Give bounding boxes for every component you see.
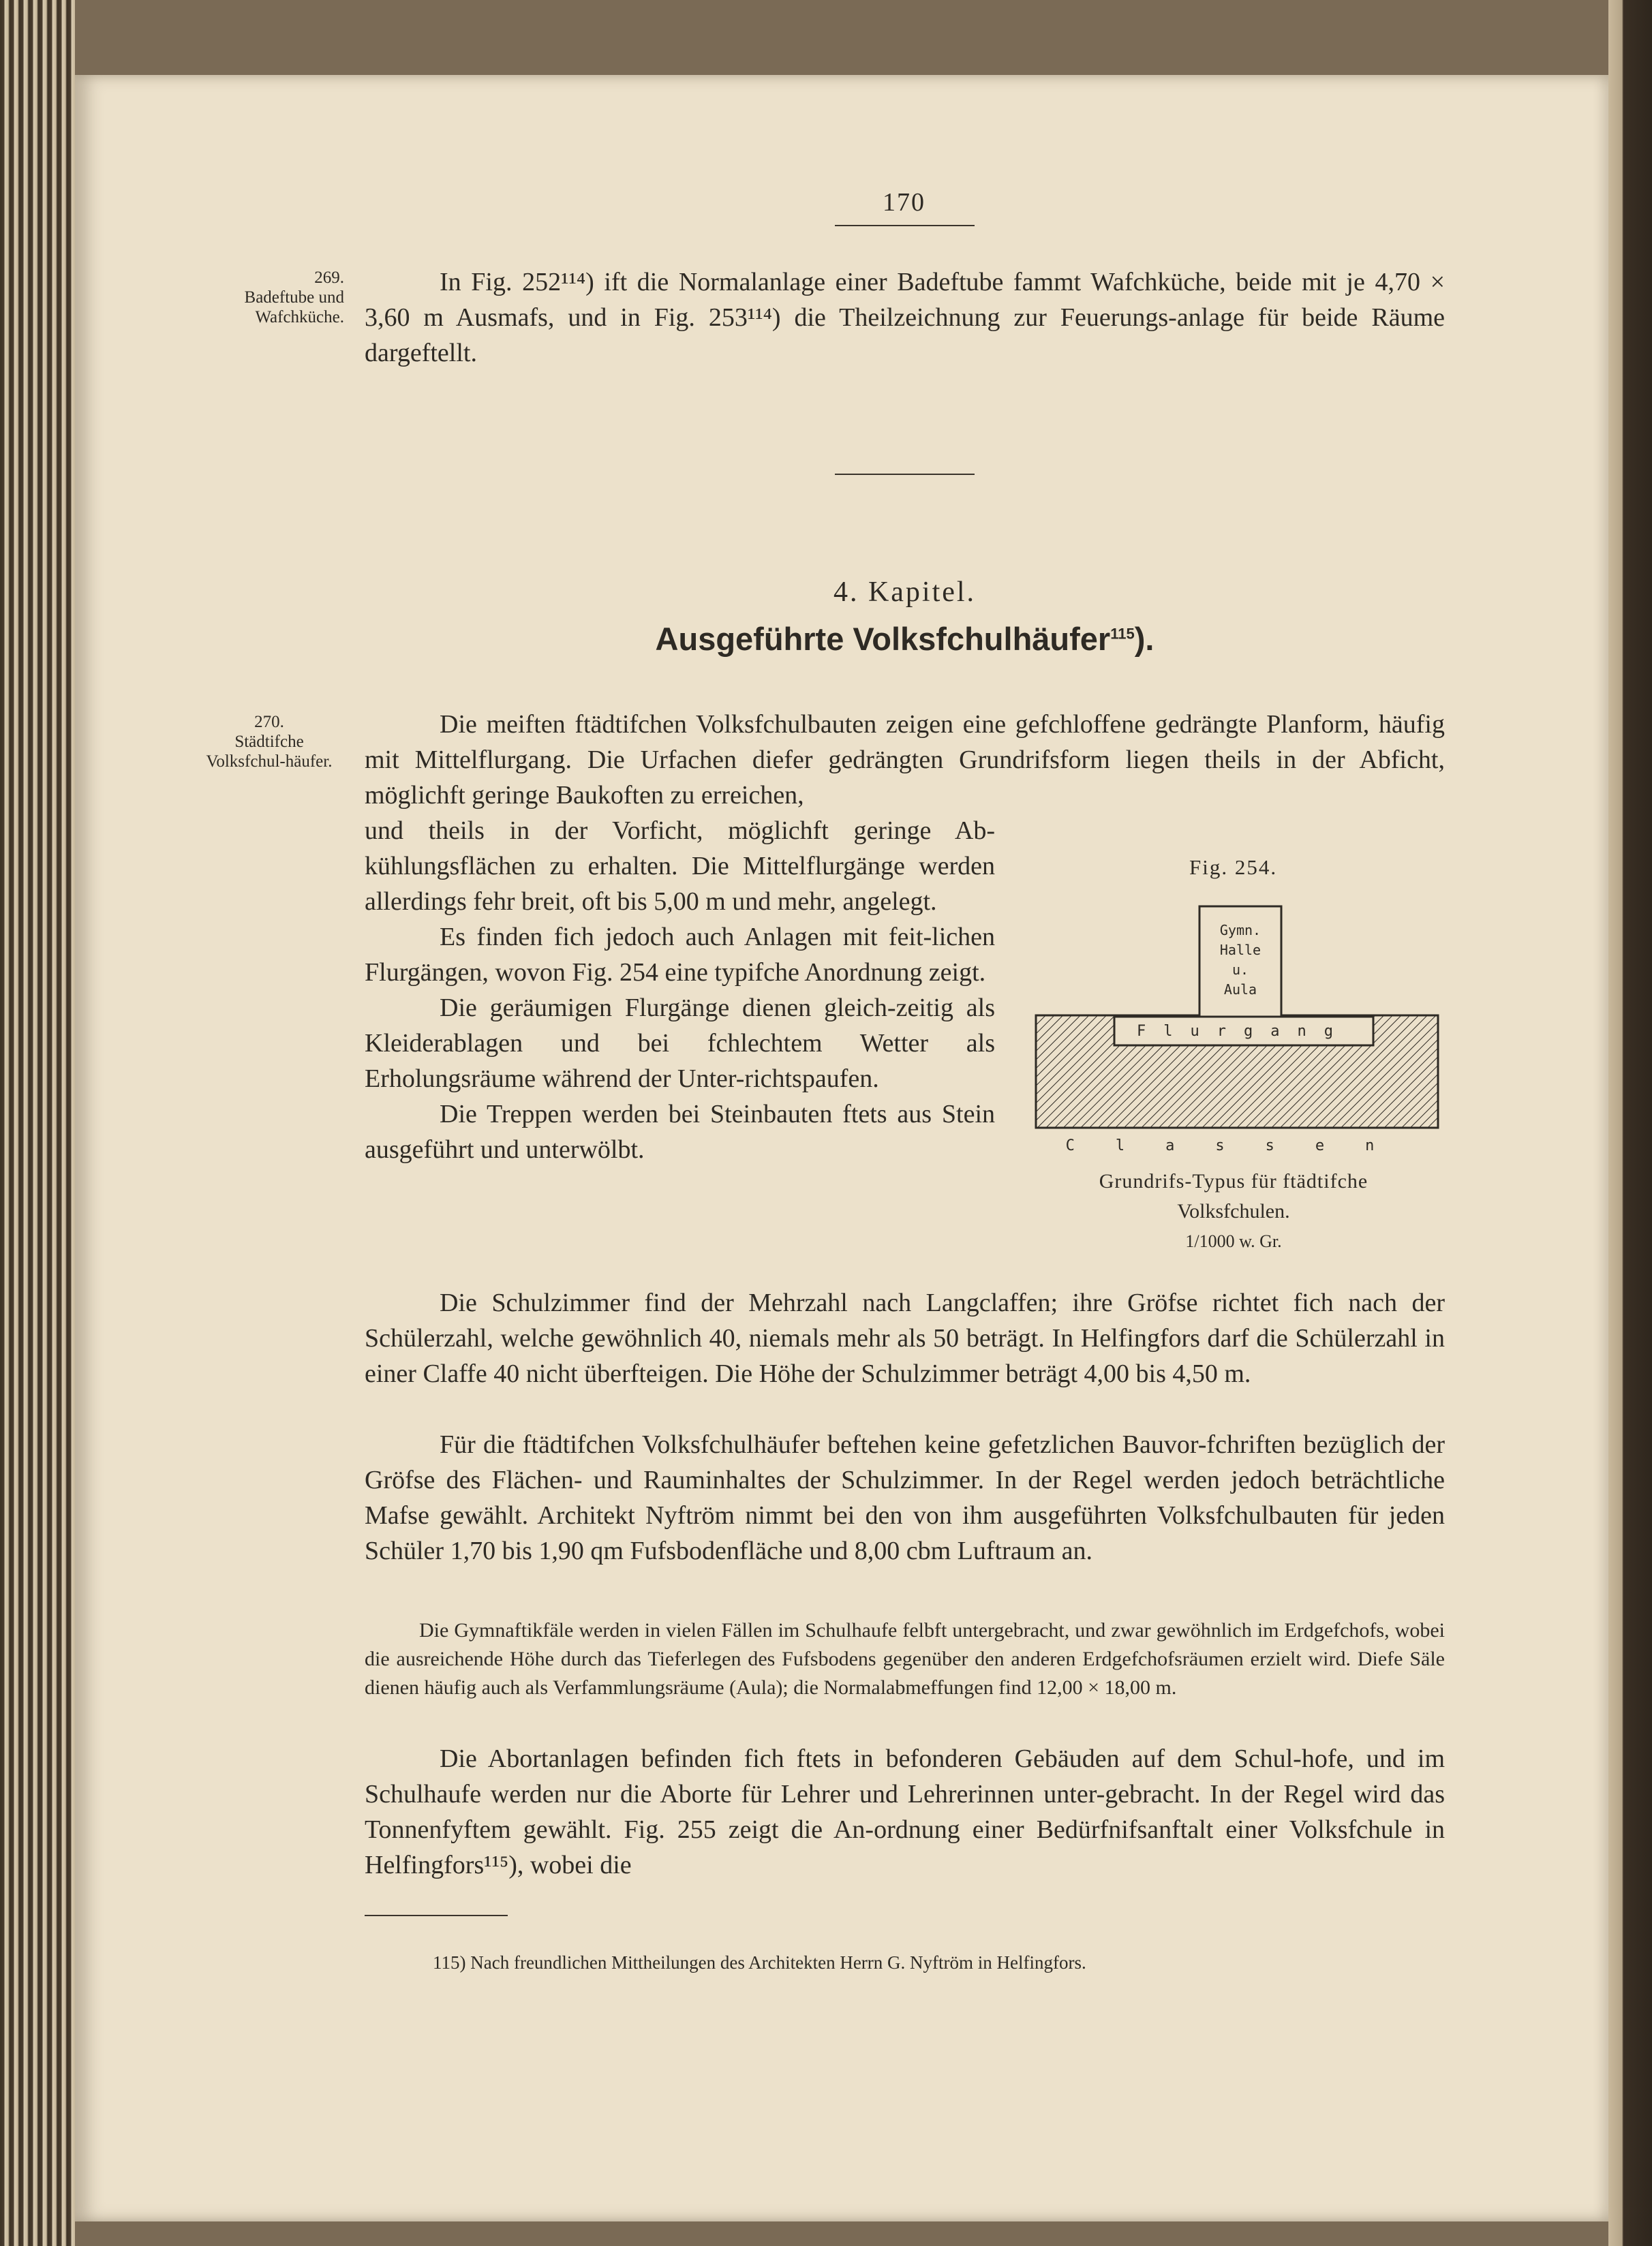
chapter-title-text: Ausgeführte Volksfchulhäufer [655,621,1111,657]
chapter-title-footnote-ref: 115 [1110,625,1135,643]
paragraph-bauvorschriften [365,1427,1445,1569]
caption-line: Volksfchulen. [1177,1200,1290,1222]
chapter-title-suffix: ). [1134,621,1154,657]
gym-label-line: Aula [1223,981,1257,998]
paragraph-text: Die Gymnaftikfäle werden in vielen Fällen im Schulhaufe felbft untergebracht, und zwar gewöhnlich im Erdgefchofs, wobei die ausreichende Höhe durch das Tieferlegen des Fufsbodens gegenüber den anderen Erdgefchofsräumen erzielt wird. Diefe Säle dienen häufig auch als Verfammlungsräume (Aula); die Normalabmeffungen find 12,00 × 18,00 m. [365,1619,1445,1699]
caption-scale: 1/1000 w. Gr. [1185,1231,1282,1251]
footnote-rule [365,1915,508,1916]
paragraph-text: Die Schulzimmer find der Mehrzahl nach Langclaffen; ihre Gröfse richtet fich nach der Schülerzahl, welche gewöhnlich 40, niemals mehr als 50 beträgt. In Helfingfors darf die Schülerzahl in einer Claffe 40 nicht überfteigen. Die Höhe der Schulzimmer beträgt 4,00 bis 4,50 m. [365,1289,1445,1388]
paragraph-text: Die meiften ftädtifchen Volksfchulbauten zeigen eine gefchloffene gedrängte Planform, häufig mit Mittelflurgang. Die Urfachen diefer gedrängten Grundrifsform liegen theils in der Abficht, möglichft geringe Baukoften zu erreichen, [365,710,1445,810]
gym-label-line: u. [1232,962,1249,978]
margin-note-title: Städtifche Volksfchul-häufer. [206,733,333,771]
footnote: 115) Nach freundlichen Mittheilungen des Architekten Herrn G. Nyftröm in Helfingfors. [433,1952,1086,1973]
page-number-rule [835,225,975,226]
page-edge [1608,0,1652,2246]
figure-label: Fig. 254. [1189,855,1278,879]
gym-label-line: Halle [1219,942,1261,958]
gym-label-line: Gymn. [1219,922,1261,938]
corridor-label: Flurgang [1137,1023,1351,1040]
margin-note-270 [198,712,341,771]
chapter-number: 4. Kapitel. [833,576,977,608]
paragraph-269 [365,264,1445,371]
figure-caption [1029,1167,1438,1257]
paragraph-abort [365,1741,1445,1883]
paragraph-text: Für die ftädtifchen Volksfchulhäufer beftehen keine gefetzlichen Bauvor-fchriften bezüglich der Gröfse des Flächen- und Rauminhaltes der Schulzimmer. In der Regel werden jedoch beträchtliche Mafse gewählt. Architekt Nyftröm nimmt bei den von ihm ausgeführten Volksfchulbauten für jeden Schüler 1,70 bis 1,90 qm Fufsbodenfläche und 8,00 cbm Luftraum an. [365,1430,1445,1565]
margin-note-number: 270. [254,713,284,731]
margin-note-number: 269. [314,268,344,287]
classes-label: Classen [1065,1137,1416,1154]
margin-note-title: Badeftube und Wafchküche. [244,288,344,326]
floor-plan-figure [1029,893,1445,1158]
narrow-paragraph: Die Treppen werden bei Steinbauten ftets aus Stein ausgeführt und unterwölbt. [365,1100,995,1164]
paragraph-text: Die Abortanlagen befinden fich ftets in befonderen Gebäuden auf dem Schul-hofe, und im Schulhaufe werden nur die Aborte für Lehrer und Lehrerinnen unter-gebracht. In der Regel wird das Tonnenfyftem gewählt. Fig. 255 zeigt die An-ordnung einer Bedürfnifsanftalt einer Volksfchule in Helfingfors¹¹⁵), wobei die [365,1744,1445,1879]
narrow-paragraph: Es finden fich jedoch auch Anlagen mit feit-lichen Flurgängen, wovon Fig. 254 eine typifche Anordnung zeigt. [365,923,995,987]
margin-note-269 [218,268,344,327]
narrow-paragraph: und theils in der Vorficht, möglichft geringe Ab-kühlungsflächen zu erhalten. Die Mittelflurgänge werden allerdings fehr breit, oft bis 5,00 m und mehr, angelegt. [365,816,995,916]
narrow-paragraph: Die geräumigen Flurgänge dienen gleich-zeitig als Kleiderablagen und bei fchlechtem Wetter als Erholungsräume während der Unter-richtspaufen. [365,994,995,1093]
paragraph-text: In Fig. 252¹¹⁴) ift die Normalanlage einer Badeftube fammt Wafchküche, beide mit je 4,70 × 3,60 m Ausmafs, und in Fig. 253¹¹⁴) die Theilzeichnung zur Feuerungs-anlage für beide Räume dargeftellt. [365,268,1445,367]
page-number: 170 [883,188,926,217]
narrow-column [365,813,995,1167]
caption-line: Grundrifs-Typus für ftädtifche [1099,1170,1368,1193]
book-spine [0,0,75,2246]
chapter-title [365,620,1445,658]
section-rule [835,474,975,475]
paragraph-270-intro [365,707,1445,813]
paragraph-schulzimmer [365,1285,1445,1391]
paragraph-small-print [365,1616,1445,1702]
